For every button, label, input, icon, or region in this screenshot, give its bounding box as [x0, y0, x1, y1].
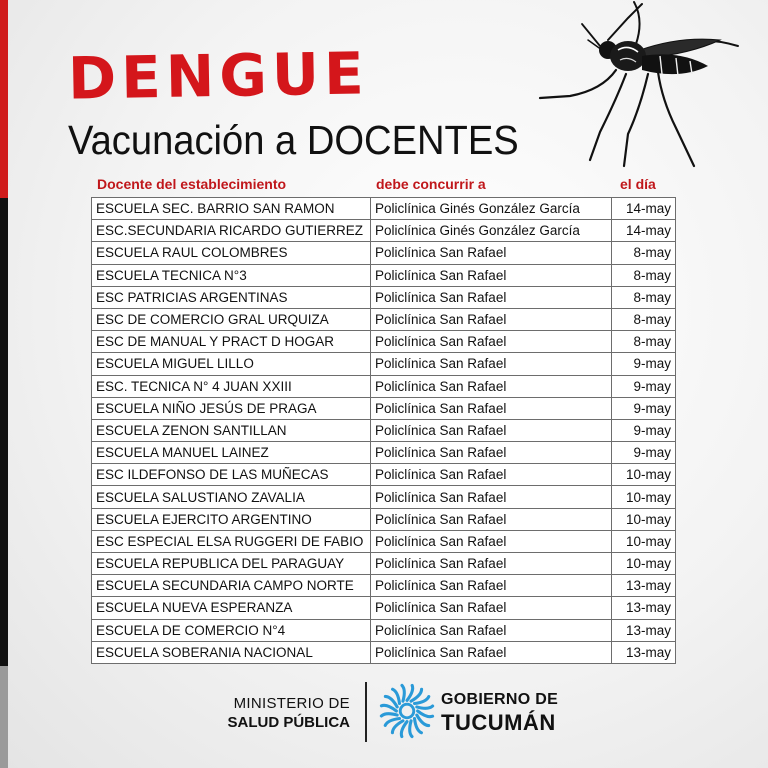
table-row [92, 375, 676, 397]
cell-place: Policlínica San Rafael [371, 286, 612, 308]
cell-date: 9-may [612, 442, 676, 464]
sun-emblem-icon [378, 682, 436, 740]
mosquito-icon [530, 0, 768, 172]
cell-place: Policlínica San Rafael [371, 442, 612, 464]
emblem-ray [418, 711, 433, 717]
emblem-ray [407, 685, 413, 700]
ministry-logo [228, 694, 351, 732]
cell-place: Policlínica San Rafael [371, 486, 612, 508]
cell-school: ESCUELA NUEVA ESPERANZA [92, 597, 371, 619]
cell-date: 14-may [612, 220, 676, 242]
cell-school: ESCUELA MIGUEL LILLO [92, 353, 371, 375]
cell-school: ESCUELA ZENON SANTILLAN [92, 419, 371, 441]
cell-school: ESCUELA REPUBLICA DEL PARAGUAY [92, 553, 371, 575]
table-row [92, 442, 676, 464]
cell-date: 13-may [612, 641, 676, 663]
cell-school: ESCUELA TECNICA N°3 [92, 264, 371, 286]
gov-line2: TUCUMÁN [441, 710, 556, 735]
cell-school: ESCUELA RAUL COLOMBRES [92, 242, 371, 264]
cell-place: Policlínica San Rafael [371, 553, 612, 575]
cell-place: Policlínica San Rafael [371, 508, 612, 530]
cell-date: 13-may [612, 597, 676, 619]
header-date: el día [620, 176, 656, 192]
cell-place: Policlínica San Rafael [371, 397, 612, 419]
emblem-ray [410, 721, 412, 737]
cell-school: ESCUELA SEC. BARRIO SAN RAMON [92, 198, 371, 220]
cell-school: ESCUELA NIÑO JESÚS DE PRAGA [92, 397, 371, 419]
table-row [92, 419, 676, 441]
table-row [92, 575, 676, 597]
cell-date: 8-may [612, 264, 676, 286]
side-bar-red [0, 0, 8, 198]
cell-date: 10-may [612, 530, 676, 552]
ministry-line1: MINISTERIO DE [233, 695, 350, 712]
cell-date: 10-may [612, 486, 676, 508]
cell-place: Policlínica San Rafael [371, 419, 612, 441]
cell-place: Policlínica San Rafael [371, 242, 612, 264]
emblem-ray [402, 685, 404, 701]
cell-date: 10-may [612, 553, 676, 575]
gov-line1: GOBIERNO DE [441, 691, 559, 708]
header-school: Docente del establecimiento [97, 176, 287, 192]
cell-date: 9-may [612, 397, 676, 419]
table-row [92, 308, 676, 330]
emblem-ray [417, 706, 433, 708]
cell-place: Policlínica San Rafael [371, 464, 612, 486]
cell-school: ESCUELA MANUEL LAINEZ [92, 442, 371, 464]
cell-date: 10-may [612, 464, 676, 486]
cell-date: 8-may [612, 308, 676, 330]
title-dengue: DENGUE [67, 39, 370, 113]
table-row [92, 464, 676, 486]
cell-place: Policlínica San Rafael [371, 597, 612, 619]
table-row [92, 198, 676, 220]
cell-date: 13-may [612, 619, 676, 641]
table-row [92, 508, 676, 530]
table-row [92, 264, 676, 286]
cell-place: Policlínica Ginés González García [371, 220, 612, 242]
table-row [92, 553, 676, 575]
cell-date: 8-may [612, 286, 676, 308]
cell-place: Policlínica San Rafael [371, 641, 612, 663]
cell-school: ESCUELA DE COMERCIO N°4 [92, 619, 371, 641]
table-row [92, 220, 676, 242]
header-place: debe concurrir a [376, 176, 486, 192]
cell-school: ESCUELA SALUSTIANO ZAVALIA [92, 486, 371, 508]
cell-date: 13-may [612, 575, 676, 597]
cell-school: ESC DE MANUAL Y PRACT D HOGAR [92, 331, 371, 353]
table-row [92, 331, 676, 353]
cell-school: ESC. TECNICA N° 4 JUAN XXIII [92, 375, 371, 397]
table-row [92, 242, 676, 264]
cell-date: 8-may [612, 331, 676, 353]
table-row [92, 397, 676, 419]
cell-place: Policlínica Ginés González García [371, 198, 612, 220]
cell-place: Policlínica San Rafael [371, 308, 612, 330]
cell-date: 8-may [612, 242, 676, 264]
cell-date: 10-may [612, 508, 676, 530]
table-row [92, 641, 676, 663]
government-logo [441, 690, 558, 735]
ministry-line2: SALUD PÚBLICA [227, 714, 350, 731]
cell-date: 14-may [612, 198, 676, 220]
cell-place: Policlínica San Rafael [371, 375, 612, 397]
cell-school: ESC ILDEFONSO DE LAS MUÑECAS [92, 464, 371, 486]
column-headers [0, 176, 768, 196]
cell-school: ESCUELA SECUNDARIA CAMPO NORTE [92, 575, 371, 597]
cell-school: ESC DE COMERCIO GRAL URQUIZA [92, 308, 371, 330]
cell-date: 9-may [612, 419, 676, 441]
vaccination-schedule-table [91, 197, 676, 664]
cell-date: 9-may [612, 375, 676, 397]
side-bar-black [0, 198, 8, 666]
cell-place: Policlínica San Rafael [371, 331, 612, 353]
emblem-ray [381, 705, 396, 711]
table-row [92, 530, 676, 552]
cell-place: Policlínica San Rafael [371, 619, 612, 641]
table-row [92, 486, 676, 508]
cell-school: ESCUELA SOBERANIA NACIONAL [92, 641, 371, 663]
table-row [92, 353, 676, 375]
footer-divider [365, 682, 367, 742]
cell-place: Policlínica San Rafael [371, 264, 612, 286]
cell-school: ESC PATRICIAS ARGENTINAS [92, 286, 371, 308]
emblem-ray [381, 714, 397, 716]
title-subtitle: Vacunación a DOCENTES [68, 117, 519, 163]
table-row [92, 619, 676, 641]
emblem-ray [401, 722, 407, 737]
cell-place: Policlínica San Rafael [371, 530, 612, 552]
footer [0, 680, 768, 750]
cell-school: ESC.SECUNDARIA RICARDO GUTIERREZ [92, 220, 371, 242]
table-row [92, 286, 676, 308]
table-row [92, 597, 676, 619]
cell-place: Policlínica San Rafael [371, 575, 612, 597]
cell-place: Policlínica San Rafael [371, 353, 612, 375]
cell-date: 9-may [612, 353, 676, 375]
cell-school: ESC ESPECIAL ELSA RUGGERI DE FABIO [92, 530, 371, 552]
cell-school: ESCUELA EJERCITO ARGENTINO [92, 508, 371, 530]
